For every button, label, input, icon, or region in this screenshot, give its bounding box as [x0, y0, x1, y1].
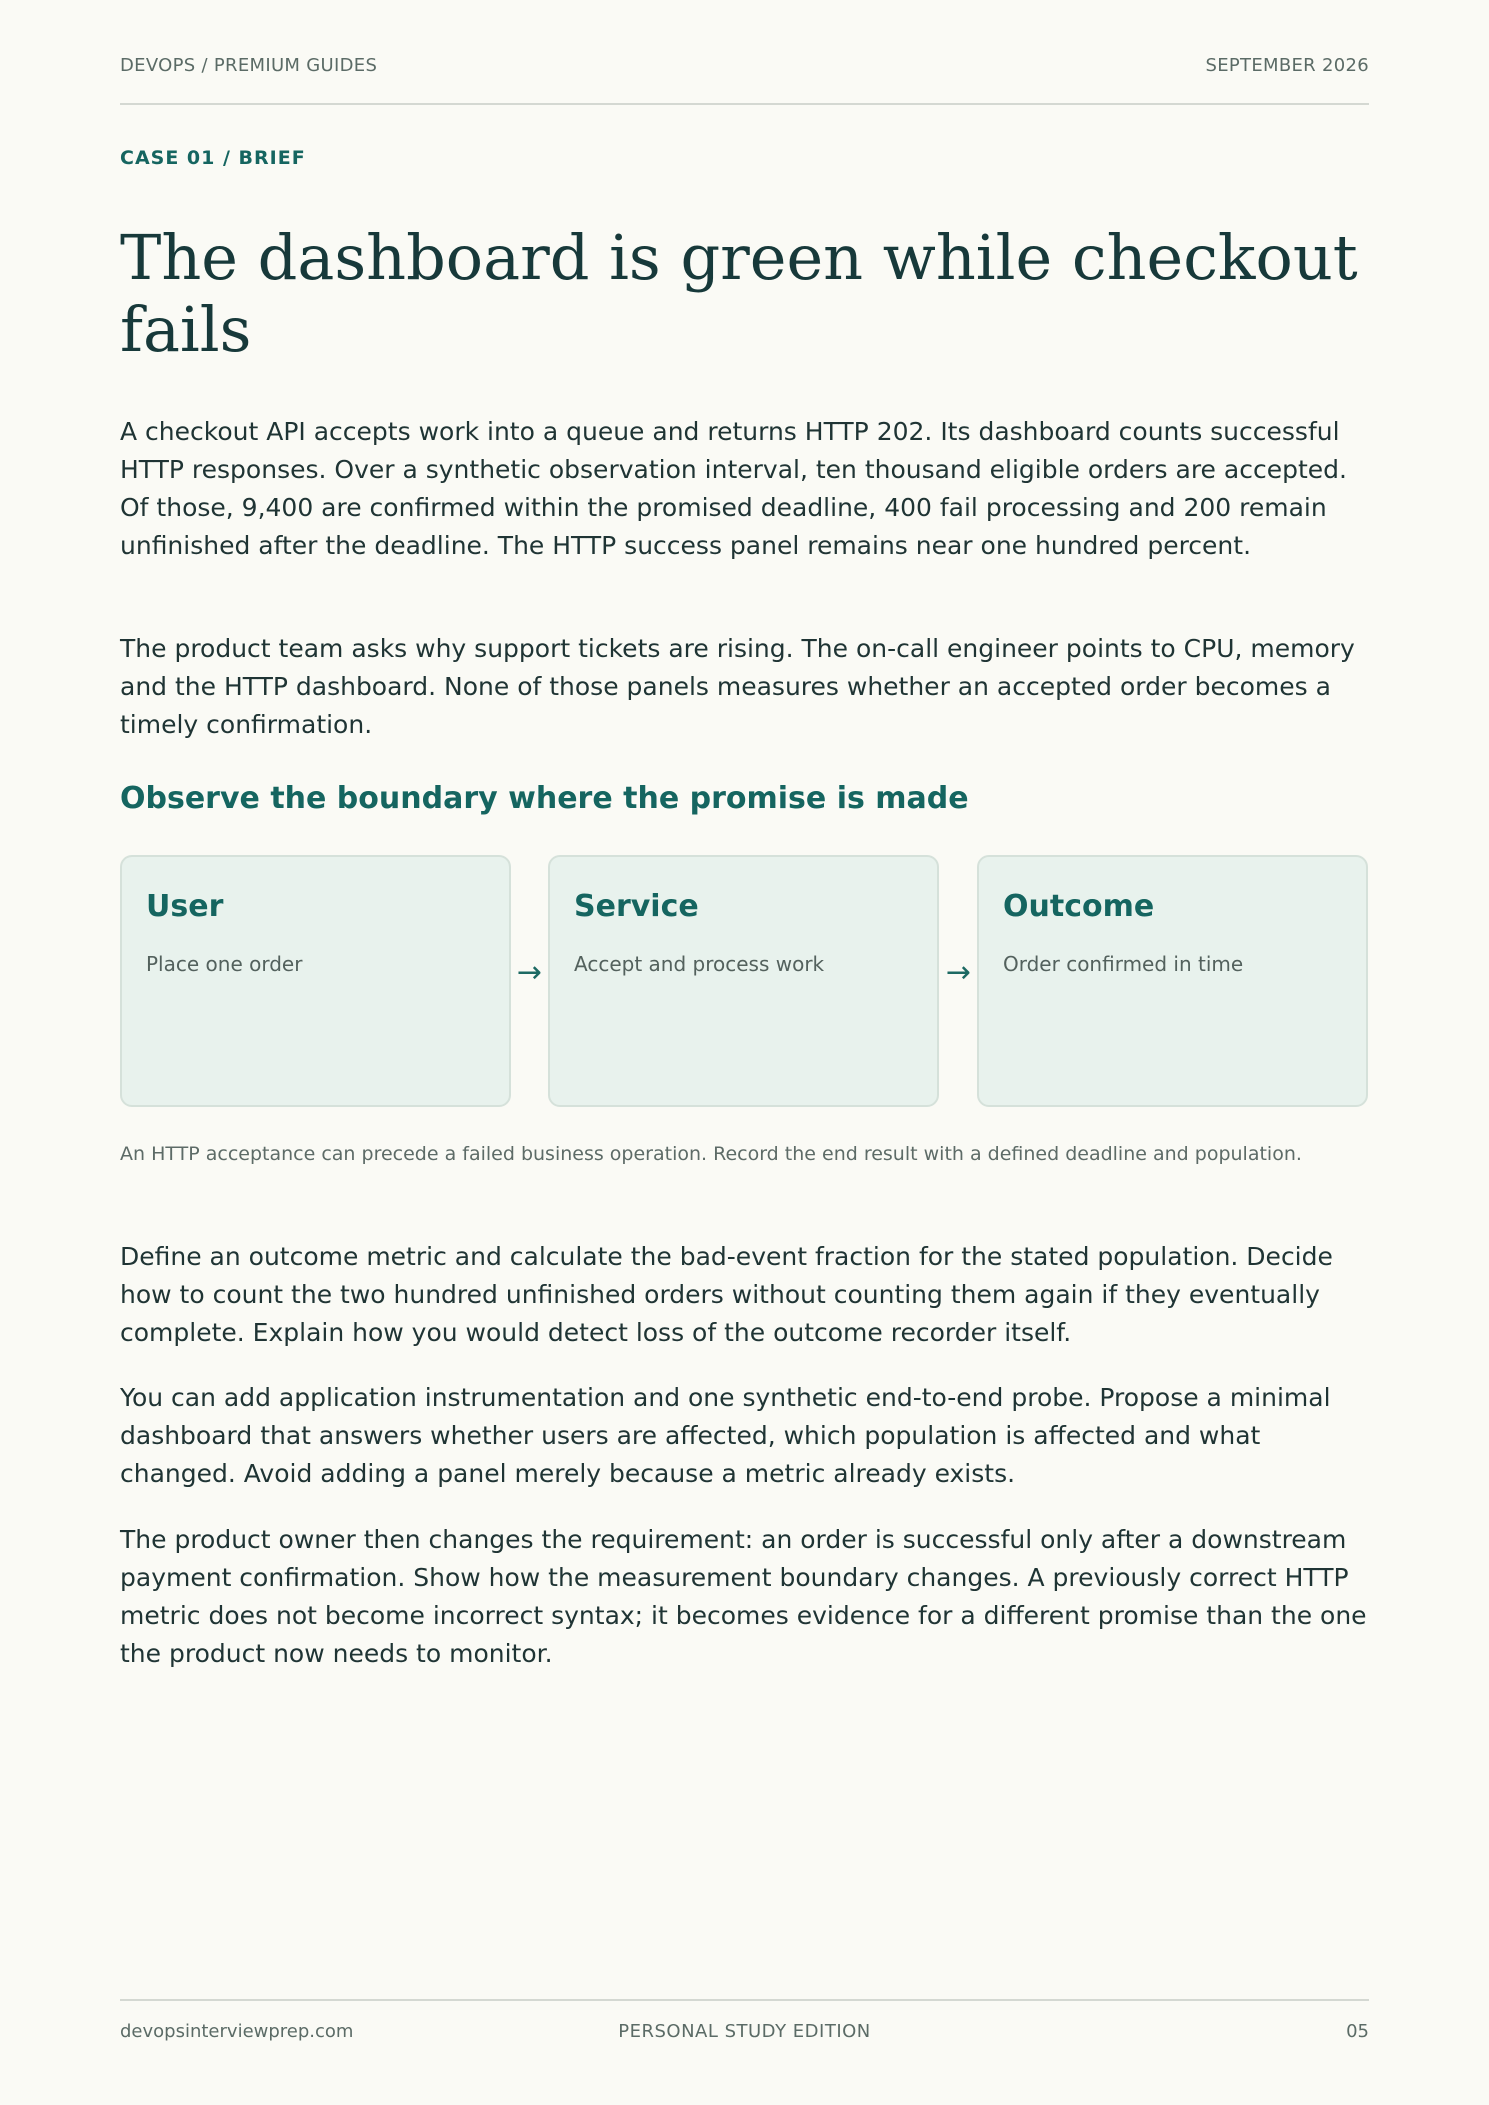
right-arrow-icon: →: [516, 955, 543, 990]
flow-card-title: Service: [574, 889, 699, 924]
flow-card-text: Place one order: [146, 952, 303, 976]
flow-card-service: [548, 855, 939, 1107]
page-title: The dashboard is green while checkout fails: [120, 221, 1358, 366]
intro-paragraph: A checkout API accepts work into a queue and returns HTTP 202. Its dashboard counts successful HTTP responses. Over a synthetic observation interval, ten thousand eligible orders are accepted. Of those, 9,400 are confirmed within the promised deadline, 400 fail processing and 200 remain unfinished after the deadline. The HTTP success panel remains near one hundred percent.: [120, 417, 1347, 560]
page-number: 05: [1346, 2021, 1369, 2042]
page-footer: [120, 1999, 1369, 2061]
document-page: [120, 0, 1369, 2105]
diagram-caption: An HTTP acceptance can precede a failed business operation. Record the end result with a defined deadline and population.: [120, 1143, 1302, 1165]
footer-edition: PERSONAL STUDY EDITION: [618, 2021, 871, 2042]
right-arrow-icon: →: [945, 955, 972, 990]
page-header: [120, 55, 1369, 105]
task-paragraph-dashboard: You can add application instrumentation and one synthetic end-to-end probe. Propose a minimal dashboard that answers whether users are affected, which population is affected and what changed. Avoid adding a panel merely because a metric already exists.: [120, 1383, 1331, 1488]
flow-card-outcome: [977, 855, 1368, 1107]
section-heading: Observe the boundary where the promise is made: [120, 781, 969, 816]
case-kicker: CASE 01 / BRIEF: [120, 147, 306, 169]
task-paragraph-metric: Define an outcome metric and calculate the bad-event fraction for the stated population. Decide how to count the two hundred unfinished orders without counting them again if they eventually complete. Explain how you would detect loss of the outcome recorder itself.: [120, 1242, 1333, 1347]
header-section: DEVOPS / PREMIUM GUIDES: [120, 55, 378, 76]
flow-card-title: Outcome: [1003, 889, 1155, 924]
footer-site: devopsinterviewprep.com: [120, 2021, 354, 2042]
context-paragraph: The product team asks why support tickets are rising. The on-call engineer points to CPU, memory and the HTTP dashboard. None of those panels measures whether an accepted order becomes a timely confirmation.: [120, 634, 1355, 739]
flow-card-text: Order confirmed in time: [1003, 952, 1244, 976]
boundary-flow-diagram: [120, 855, 1369, 1111]
flow-card-user: [120, 855, 511, 1107]
task-paragraph-requirement: The product owner then changes the requirement: an order is successful only after a downstream payment confirmation. Show how the measurement boundary changes. A previously correct HTTP metric does not become incorrect syntax; it becomes evidence for a different promise than the one the product now needs to monitor.: [120, 1525, 1367, 1668]
flow-card-title: User: [146, 889, 224, 924]
flow-card-text: Accept and process work: [574, 952, 825, 976]
header-date: SEPTEMBER 2026: [1205, 55, 1369, 76]
